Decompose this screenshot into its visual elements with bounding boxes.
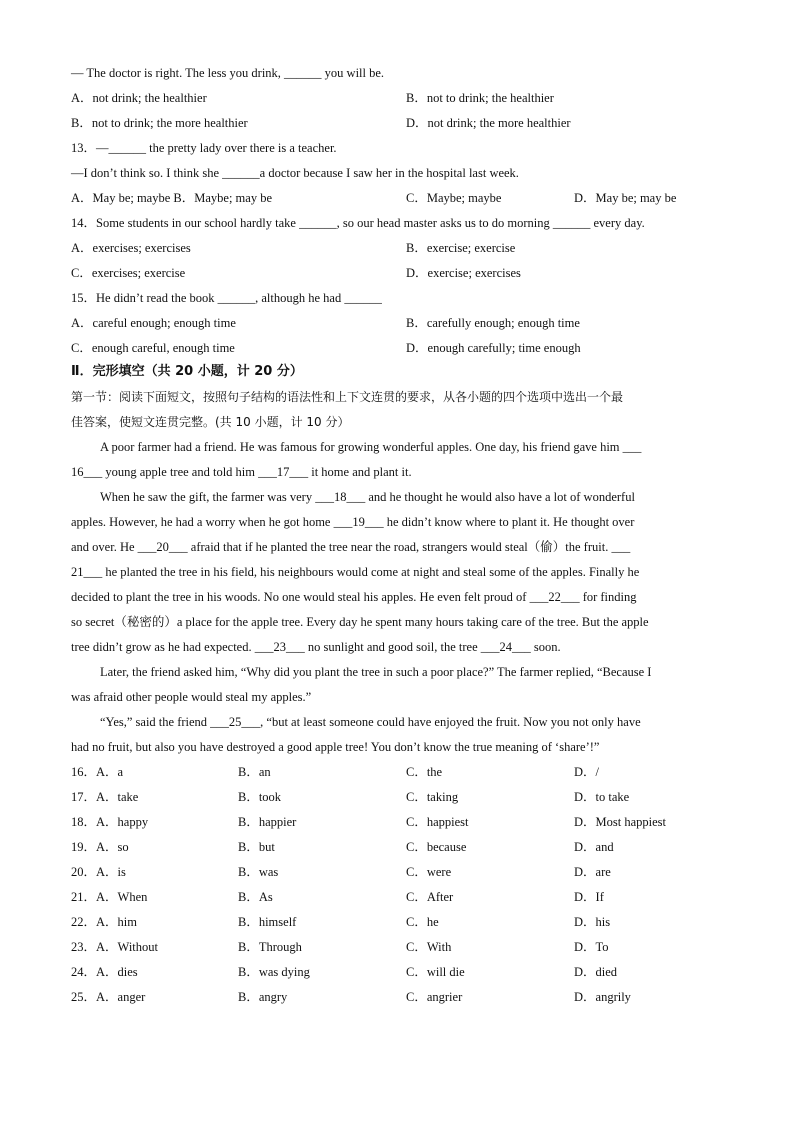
option-d: D．his — [574, 915, 611, 929]
q13-option-c: C．Maybe; maybe — [406, 191, 502, 205]
q15-option-d: D．enough carefully; time enough — [406, 341, 581, 355]
option-d: D．If — [574, 890, 604, 904]
option-d: D．Most happiest — [574, 815, 667, 829]
option-b: B．angry — [238, 990, 288, 1004]
option-a: 17．A．take — [71, 790, 139, 804]
option-c: C．With — [406, 940, 452, 954]
q15-option-a: A．careful enough; enough time — [71, 316, 236, 330]
passage-line: decided to plant the tree in his woods. No one would steal his apples. He even felt proud of ___22___ for finding — [71, 590, 637, 604]
option-b: B．but — [238, 840, 275, 854]
option-c: C．because — [406, 840, 467, 854]
option-a: 24．A．dies — [71, 965, 138, 979]
q14-option-d: D．exercise; exercises — [406, 266, 521, 280]
option-a: 20．A．is — [71, 865, 126, 879]
q15-option-c: C．enough careful, enough time — [71, 341, 235, 355]
option-c: C．happiest — [406, 815, 469, 829]
passage-line: 21___ he planted the tree in his field, his neighbours would come at night and steal some of the apples. Finally he — [71, 565, 640, 579]
option-c: C．taking — [406, 790, 459, 804]
q15-option-b: B．carefully enough; enough time — [406, 316, 580, 330]
option-a: 18．A．happy — [71, 815, 149, 829]
passage-line: Later, the friend asked him, “Why did you plant the tree in such a poor place?” The farmer replied, “Because I — [100, 665, 652, 679]
section-heading: Ⅱ．完形填空（共 20 小题，计 20 分） — [71, 364, 303, 379]
passage-line: “Yes,” said the friend ___25___, “but at least someone could have enjoyed the fruit. Now you not only have — [100, 715, 641, 729]
q12-option-d: D．not drink; the more healthier — [406, 116, 571, 130]
q14-option-c: C．exercises; exercise — [71, 266, 186, 280]
q13-stem: 13．—______ the pretty lady over there is a teacher. — [71, 141, 337, 155]
option-b: B．was dying — [238, 965, 310, 979]
section-instructions-1: 第一节：阅读下面短文，按照句子结构的语法性和上下文连贯的要求，从各小题的四个选项中选出一个最 — [71, 390, 624, 404]
option-c: C．he — [406, 915, 439, 929]
passage-line: tree didn’t grow as he had expected. ___23___ no sunlight and good soil, the tree ___24___ soon. — [71, 640, 561, 654]
option-b: B．happier — [238, 815, 297, 829]
q15-stem: 15．He didn’t read the book ______, although he had ______ — [71, 291, 382, 305]
option-d: D．to take — [574, 790, 630, 804]
passage-line: apples. However, he had a worry when he got home ___19___ he didn’t know where to plant it. He thought over — [71, 515, 635, 529]
option-d: D．and — [574, 840, 614, 854]
option-b: B．Through — [238, 940, 302, 954]
option-a: 16．A．a — [71, 765, 124, 779]
q13-option-ab: A．May be; maybe B．Maybe; may be — [71, 191, 272, 205]
q13-option-d: D．May be; may be — [574, 191, 677, 205]
option-c: C．the — [406, 765, 443, 779]
section-instructions-2: 佳答案，使短文连贯完整。(共 10 小题，计 10 分） — [71, 415, 350, 429]
option-b: B．himself — [238, 915, 297, 929]
q14-option-b: B．exercise; exercise — [406, 241, 516, 255]
cloze-passage — [71, 435, 721, 760]
q14-stem: 14．Some students in our school hardly take ______, so our head master asks us to do morning ______ every day. — [71, 216, 645, 230]
option-a: 22．A．him — [71, 915, 137, 929]
option-c: C．will die — [406, 965, 465, 979]
option-a: 23．A．Without — [71, 940, 158, 954]
option-d: D．died — [574, 965, 618, 979]
q12-option-b: B．not to drink; the healthier — [406, 91, 554, 105]
passage-line: and over. He ___20___ afraid that if he planted the tree near the road, strangers would steal（偷）the fruit. ___ — [71, 540, 631, 554]
option-d: D．are — [574, 865, 611, 879]
option-c: C．After — [406, 890, 454, 904]
q12-stem: — The doctor is right. The less you drink, ______ you will be. — [71, 66, 385, 80]
passage-line: so secret（秘密的）a place for the apple tree. Every day he spent many hours taking care of the tree. But the apple — [71, 615, 649, 629]
passage-line: 16___ young apple tree and told him ___17___ it home and plant it. — [71, 465, 412, 479]
q12-option-a: A．not drink; the healthier — [71, 91, 207, 105]
passage-line: had no fruit, but also you have destroyed a good apple tree! You don’t know the true meaning of ‘share’!” — [71, 740, 600, 754]
option-a: 21．A．When — [71, 890, 148, 904]
q13-stem-reply: —I don’t think so. I think she ______a doctor because I saw her in the hospital last week. — [71, 166, 519, 180]
q14-option-a: A．exercises; exercises — [71, 241, 191, 255]
option-d: D．angrily — [574, 990, 631, 1004]
option-b: B．an — [238, 765, 271, 779]
option-b: B．took — [238, 790, 282, 804]
option-a: 19．A．so — [71, 840, 129, 854]
option-c: C．were — [406, 865, 452, 879]
option-b: B．As — [238, 890, 273, 904]
q12-option-c: B．not to drink; the more healthier — [71, 116, 248, 130]
option-a: 25．A．anger — [71, 990, 146, 1004]
option-d: D．/ — [574, 765, 600, 779]
passage-line: A poor farmer had a friend. He was famous for growing wonderful apples. One day, his friend gave him ___ — [100, 440, 642, 454]
option-c: C．angrier — [406, 990, 463, 1004]
passage-line: was afraid other people would steal my apples.” — [71, 690, 312, 704]
option-b: B．was — [238, 865, 279, 879]
passage-line: When he saw the gift, the farmer was very ___18___ and he thought he would also have a lot of wonderful — [100, 490, 635, 504]
option-d: D．To — [574, 940, 609, 954]
